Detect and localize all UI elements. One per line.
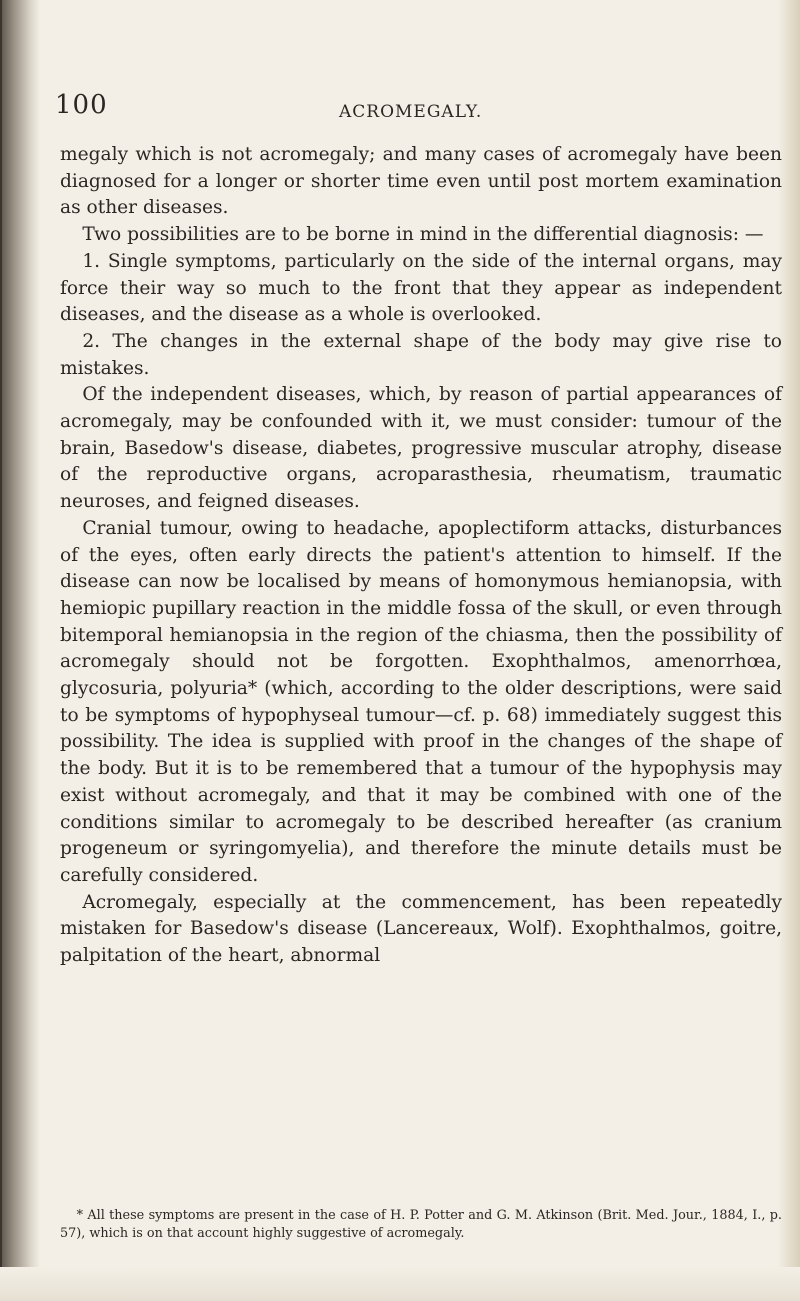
paragraph-independent-diseases: Of the independent diseases, which, by reason of partial appearances of acromegaly, may be confounded with it, we must consider: tumour of the brain, Basedow's disease, diabetes, progressive muscular atrophy, disease of the reproductive organs, acroparasthesia, rheumatism, traumatic neuroses, and feigned diseases. — [60, 384, 782, 513]
paragraph-point-1: 1. Single symptoms, particularly on the side of the internal organs, may force their way so much to the front that they appear as independent diseases, and the disease as a whole is overlooked. — [60, 250, 782, 326]
book-binding-shadow — [0, 0, 40, 1301]
paragraph-point-2: 2. The changes in the external shape of the body may give rise to mistakes. — [60, 330, 782, 379]
page-bottom-edge — [0, 1267, 800, 1301]
body-text — [60, 142, 782, 970]
paragraph-basedow: Acromegaly, especially at the commencement, has been repeatedly mistaken for Basedow's disease (Lancereaux, Wolf). Exophthalmos, goitre, palpitation of the heart, abnormal — [60, 891, 782, 967]
footnote-text: * All these symptoms are present in the case of H. P. Potter and G. M. Atkinson (Brit. Med. Jour., 1884, I., p. 57), which is on that account highly suggestive of acromegaly. — [60, 1208, 782, 1241]
binding-edge — [0, 0, 2, 1301]
paragraph-continuation: megaly which is not acromegaly; and many cases of acromegaly have been diagnosed for a longer or shorter time even until post mortem examination as other diseases. — [60, 144, 782, 219]
footnote — [60, 1207, 782, 1243]
page-number: 100 — [55, 90, 108, 120]
paragraph-differential-diagnosis: Two possibilities are to be borne in mind in the differential diagnosis: — — [82, 224, 764, 246]
running-title: ACROMEGALY. — [339, 102, 483, 122]
paragraph-cranial-tumour: Cranial tumour, owing to headache, apoplectiform attacks, disturbances of the eyes, often early directs the patient's attention to himself. If the disease can now be localised by means of homonymous hemianopsia, with hemiopic pupillary reaction in the middle fossa of the skull, or even through bitemporal hemianopsia in the region of the chiasma, then the possibility of acromegaly should not be forgotten. Exophthalmos, amenorrhœa, glycosuria, polyuria* (which, according to the older descriptions, were said to be symptoms of hypophyseal tumour—cf. p. 68) immediately suggest this possibility. The idea is supplied with proof in the changes of the shape of the body. But it is to be remembered that a tumour of the hypophysis may exist without acromegaly, and that it may be combined with one of the conditions similar to acromegaly to be described hereafter (as cranium progeneum or syringomyelia), and therefore the minute details must be carefully considered. — [60, 517, 782, 886]
